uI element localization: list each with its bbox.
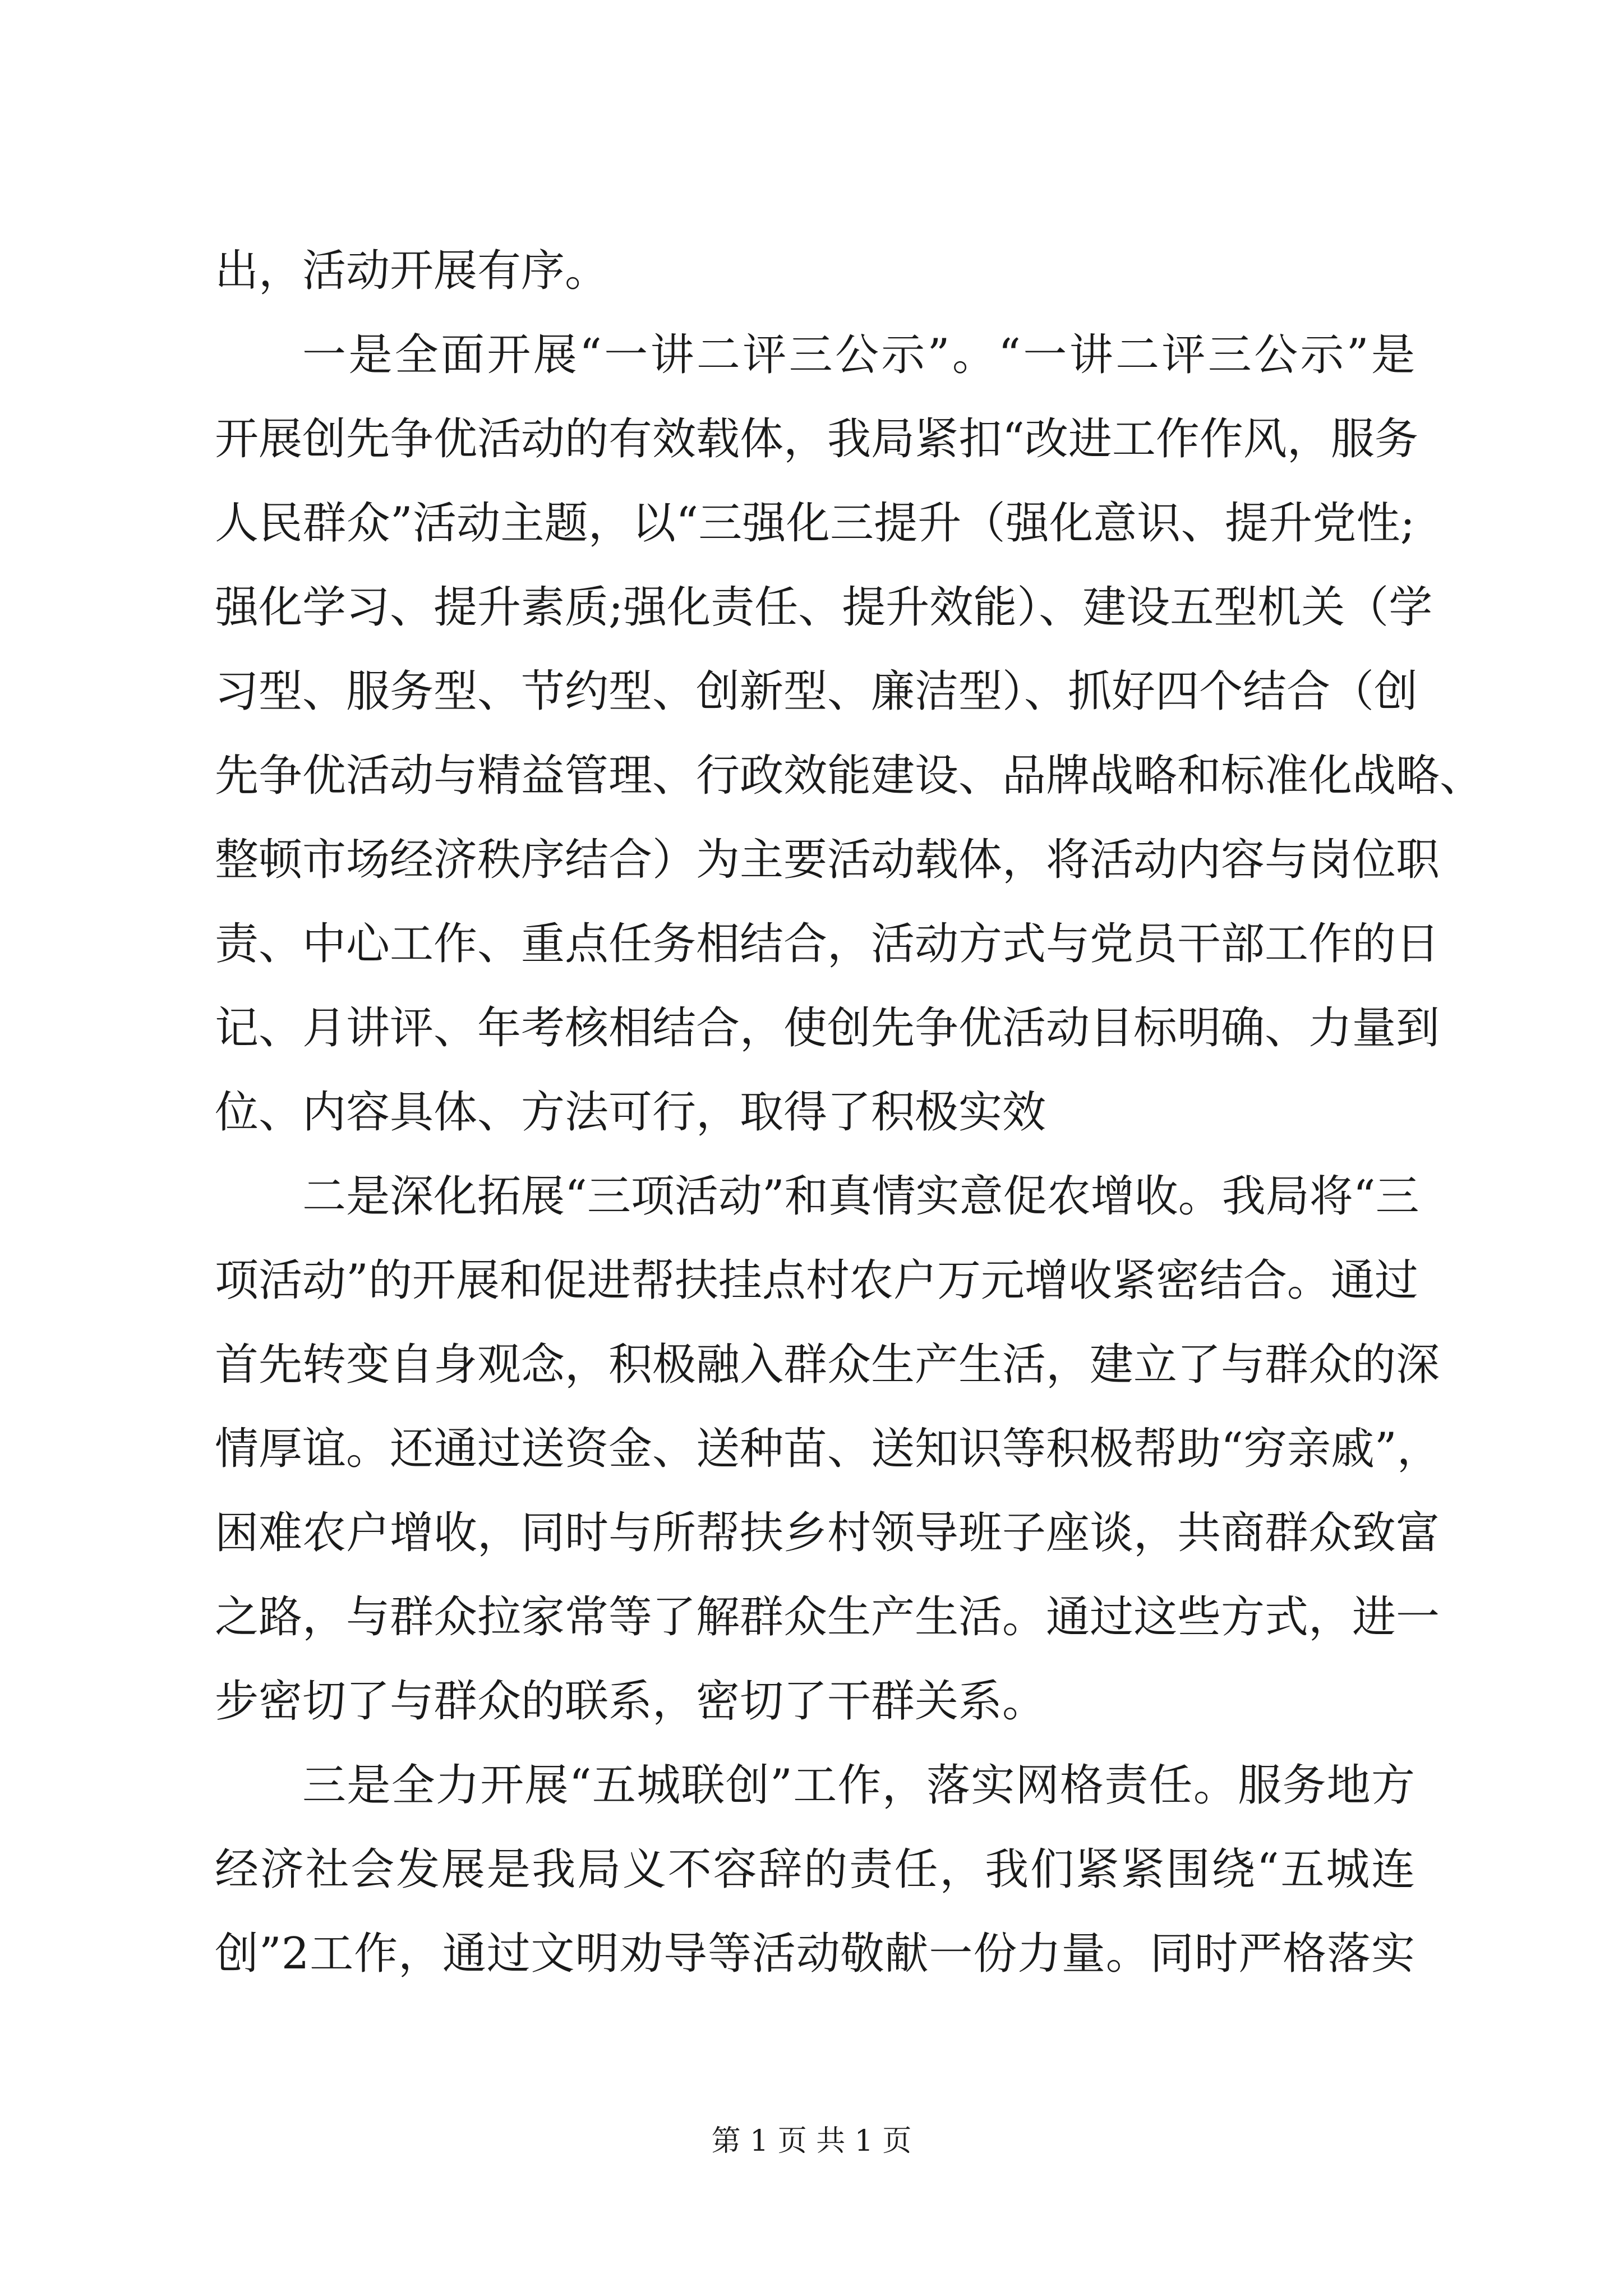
paragraph-line: 二是深化拓展“三项活动”和真情实意促农增收。我局将“三 (302, 1171, 1419, 1222)
paragraph-line: 强化学习、提升素质;强化责任、提升效能）、建设五型机关（学 (215, 582, 1433, 633)
paragraph-line: 先争优活动与精益管理、行政效能建设、品牌战略和标准化战略、 (215, 751, 1484, 801)
page-number-footer: 第 1 页 共 1 页 (711, 2124, 912, 2158)
document-body (215, 229, 1484, 1996)
paragraph-line: 一是全面开展“一讲二评三公示”。“一讲二评三公示”是 (302, 330, 1415, 380)
paragraph-line: 情厚谊。还通过送资金、送种苗、送知识等积极帮助“穷亲戚”， (215, 1424, 1441, 1474)
paragraph-line: 步密切了与群众的联系，密切了干群关系。 (215, 1676, 1046, 1727)
paragraph-line: 人民群众”活动主题，以“三强化三提升（强化意识、提升党性; (215, 498, 1415, 549)
paragraph-line: 开展创先争优活动的有效载体，我局紧扣“改进工作作风，服务 (215, 414, 1418, 464)
paragraph-line: 三是全力开展“五城联创”工作，落实网格责任。服务地方 (302, 1760, 1415, 1811)
paragraph-line: 项活动”的开展和促进帮扶挂点村农户万元增收紧密结合。通过 (215, 1255, 1418, 1306)
paragraph-line: 记、月讲评、年考核相结合，使创先争优活动目标明确、力量到 (215, 1003, 1440, 1053)
paragraph-line: 之路，与群众拉家常等了解群众生产生活。通过这些方式，进一 (215, 1592, 1440, 1642)
paragraph-line: 首先转变自身观念，积极融入群众生产生活，建立了与群众的深 (215, 1340, 1440, 1390)
paragraph-line: 创”2工作，通过文明劝导等活动敬献一份力量。同时严格落实 (215, 1929, 1415, 1979)
paragraph-line: 出，活动开展有序。 (215, 246, 609, 296)
paragraph-line: 习型、服务型、节约型、创新型、廉洁型）、抓好四个结合（创 (215, 666, 1418, 717)
paragraph-line: 困难农户增收，同时与所帮扶乡村领导班子座谈，共商群众致富 (215, 1508, 1440, 1558)
paragraph-line: 位、内容具体、方法可行，取得了积极实效 (215, 1087, 1046, 1138)
paragraph-line: 经济社会发展是我局义不容辞的责任，我们紧紧围绕“五城连 (215, 1844, 1415, 1895)
paragraph-line: 整顿市场经济秩序结合）为主要活动载体，将活动内容与岗位职 (215, 835, 1440, 885)
paragraph-line: 责、中心工作、重点任务相结合，活动方式与党员干部工作的日 (215, 919, 1440, 969)
